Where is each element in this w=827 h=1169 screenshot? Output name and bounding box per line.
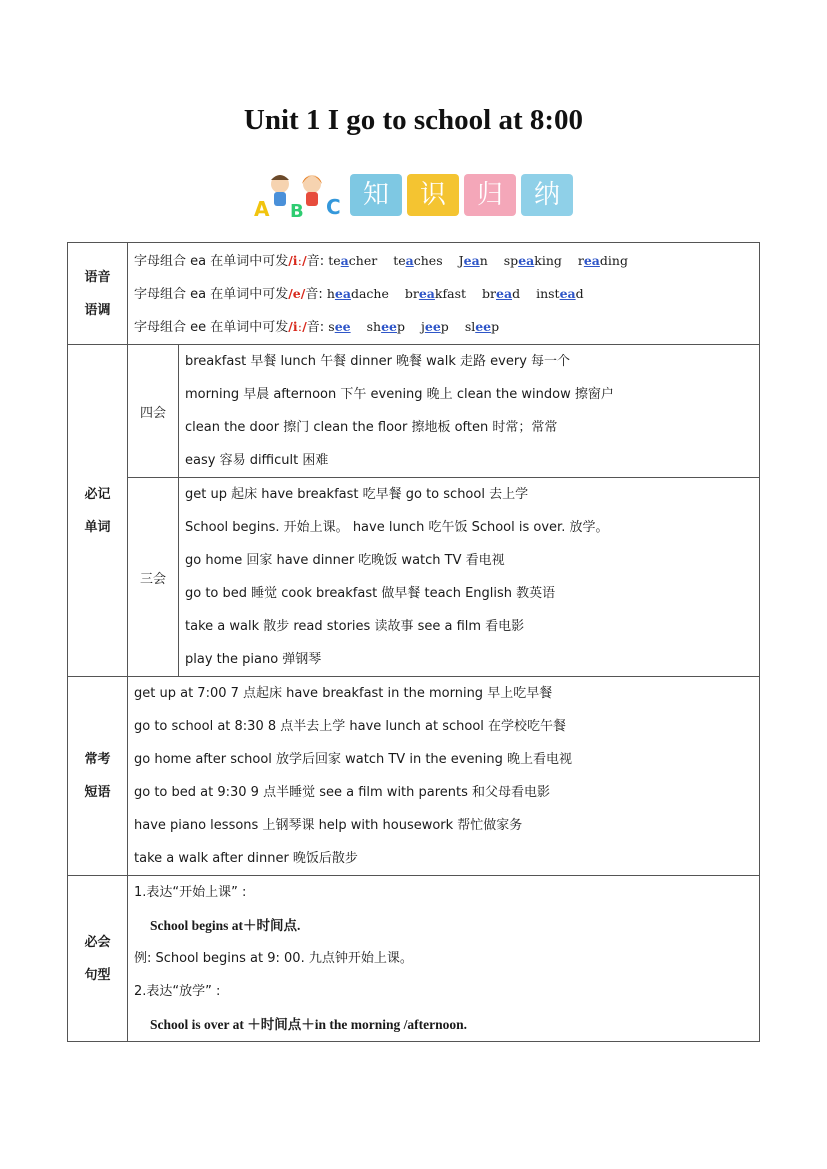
highlighted-letters: ea <box>463 253 480 268</box>
sentence-line: 1.表达“开始上课” : <box>134 885 247 900</box>
word-part: inst <box>536 286 560 301</box>
word-part: te <box>393 253 406 268</box>
example-word <box>536 277 584 310</box>
banner-tile-shi: 识 <box>407 174 459 216</box>
phonics-rule-suffix: 音: <box>306 254 329 269</box>
banner-tile-na: 纳 <box>521 174 573 216</box>
phrases-content <box>128 677 760 876</box>
highlighted-letters: ea <box>583 253 600 268</box>
highlighted-letters: ee <box>475 319 492 334</box>
word-part: p <box>440 319 449 334</box>
example-word <box>393 244 442 277</box>
phrase-line: get up at 7:00 7 点起床 have breakfast in the morning 早上吃早餐 <box>134 686 553 701</box>
highlighted-letters: a <box>405 253 414 268</box>
sentences-section <box>68 876 760 1042</box>
vocab-line: play the piano 弹钢琴 <box>185 652 322 667</box>
word-part: d <box>575 286 584 301</box>
word-part: te <box>328 253 341 268</box>
sentence-line: 2.表达“放学” : <box>134 984 221 999</box>
example-word <box>327 277 389 310</box>
word-part: ding <box>599 253 628 268</box>
word-part: s <box>328 319 335 334</box>
word-part: h <box>326 286 335 301</box>
word-part: p <box>396 319 405 334</box>
phrase-line: have piano lessons 上钢琴课 help with housework 帮忙做家务 <box>134 818 523 833</box>
phonics-rule-suffix: 音: <box>306 320 329 335</box>
highlighted-letters: a <box>340 253 349 268</box>
word-part: j <box>421 319 425 334</box>
phonics-label: 语音 语调 <box>68 243 128 345</box>
vocab-group4 <box>68 345 760 478</box>
phonics-rule-text: 字母组合 ea 在单词中可发 <box>134 254 289 269</box>
svg-text:A: A <box>254 197 270 220</box>
vocab-line: go to bed 睡觉 cook breakfast 做早餐 teach English 教英语 <box>185 586 556 601</box>
vocab-group3 <box>68 478 760 677</box>
word-part: ches <box>413 253 443 268</box>
phoneme-symbol: /iː/ <box>288 319 307 334</box>
highlighted-letters: ee <box>424 319 441 334</box>
knowledge-summary-banner <box>250 170 580 220</box>
phoneme-symbol: /e/ <box>288 286 306 301</box>
vocab-group3-content <box>179 478 760 677</box>
vocab-line: go home 回家 have dinner 吃晚饭 watch TV 看电视 <box>185 553 505 568</box>
svg-text:C: C <box>326 195 341 219</box>
example-word <box>367 310 405 343</box>
word-part: br <box>404 286 419 301</box>
word-part: p <box>491 319 500 334</box>
phrase-line: go home after school 放学后回家 watch TV in the evening 晚上看电视 <box>134 752 572 767</box>
vocab-line: morning 早晨 afternoon 下午 evening 晚上 clean the window 擦窗户 <box>185 387 614 402</box>
word-part: d <box>512 286 521 301</box>
phonics-rule-suffix: 音: <box>305 287 327 302</box>
phonics-line <box>128 310 759 343</box>
vocab-group4-label: 四会 <box>128 345 179 478</box>
page-title: Unit 1 I go to school at 8:00 <box>243 104 584 136</box>
example-word <box>578 244 628 277</box>
phrase-line: take a walk after dinner 晚饭后散步 <box>134 851 358 866</box>
phonics-rule-text: 字母组合 ee 在单词中可发 <box>134 320 289 335</box>
svg-text:B: B <box>290 201 304 220</box>
example-word <box>504 244 562 277</box>
example-word <box>328 310 350 343</box>
example-word <box>459 244 488 277</box>
example-word <box>465 310 499 343</box>
phonics-line <box>128 277 759 310</box>
example-word <box>405 277 466 310</box>
word-part: sp <box>503 253 519 268</box>
highlighted-letters: ea <box>496 286 513 301</box>
sentence-pattern: School is over at ＋时间点＋in the morning /afternoon. <box>150 1017 467 1032</box>
word-part: king <box>534 253 562 268</box>
word-part: sl <box>464 319 476 334</box>
vocab-line: breakfast 早餐 lunch 午餐 dinner 晚餐 walk 走路 every 每一个 <box>185 354 571 369</box>
phonics-line <box>128 244 759 277</box>
phrase-line: go to school at 8:30 8 点半去上学 have lunch at school 在学校吃午餐 <box>134 719 567 734</box>
example-word <box>482 277 520 310</box>
banner-tile-zhi: 知 <box>350 174 402 216</box>
highlighted-letters: ea <box>418 286 435 301</box>
word-part: r <box>577 253 584 268</box>
phrase-line: go to bed at 9:30 9 点半睡觉 see a film with parents 和父母看电影 <box>134 785 551 800</box>
sentence-example: 例: School begins at 9: 00. 九点钟开始上课。 <box>134 951 413 966</box>
vocab-line: take a walk 散步 read stories 读故事 see a film 看电影 <box>185 619 525 634</box>
knowledge-table <box>67 242 760 1042</box>
word-part: br <box>482 286 496 301</box>
sentence-pattern: School begins at＋时间点. <box>150 918 301 933</box>
phrases-label: 常考 短语 <box>68 677 128 876</box>
highlighted-letters: ee <box>381 319 397 334</box>
vocab-label: 必记 单词 <box>68 345 128 677</box>
highlighted-letters: ea <box>518 253 535 268</box>
vocab-line: School begins. 开始上课。 have lunch 吃午饭 School is over. 放学。 <box>185 520 609 535</box>
phonics-rule-text: 字母组合 ea 在单词中可发 <box>134 287 289 302</box>
word-part: sh <box>366 319 382 334</box>
sentences-label: 必会 句型 <box>68 876 128 1042</box>
example-word <box>421 310 449 343</box>
phoneme-symbol: /iː/ <box>288 253 307 268</box>
highlighted-letters: ee <box>334 319 351 334</box>
vocab-group3-label: 三会 <box>128 478 179 677</box>
word-part: dache <box>350 286 389 301</box>
word-part: n <box>479 253 488 268</box>
vocab-group4-content <box>179 345 760 478</box>
phrases-section <box>68 677 760 876</box>
word-part: kfast <box>434 286 467 301</box>
sentences-content <box>128 876 760 1042</box>
vocab-line: easy 容易 difficult 困难 <box>185 453 329 468</box>
highlighted-letters: ea <box>559 286 576 301</box>
banner-tile-gui: 归 <box>464 174 516 216</box>
vocab-line: get up 起床 have breakfast 吃早餐 go to school 去上学 <box>185 487 529 502</box>
word-part: cher <box>348 253 378 268</box>
example-word <box>328 244 377 277</box>
phonics-section <box>68 243 760 345</box>
phonics-content <box>128 243 760 345</box>
cartoon-kids-abc-illustration <box>250 170 348 220</box>
vocab-line: clean the door 擦门 clean the floor 擦地板 often 时常；常常 <box>185 420 558 435</box>
word-part: J <box>458 253 464 268</box>
highlighted-letters: ea <box>334 286 351 301</box>
